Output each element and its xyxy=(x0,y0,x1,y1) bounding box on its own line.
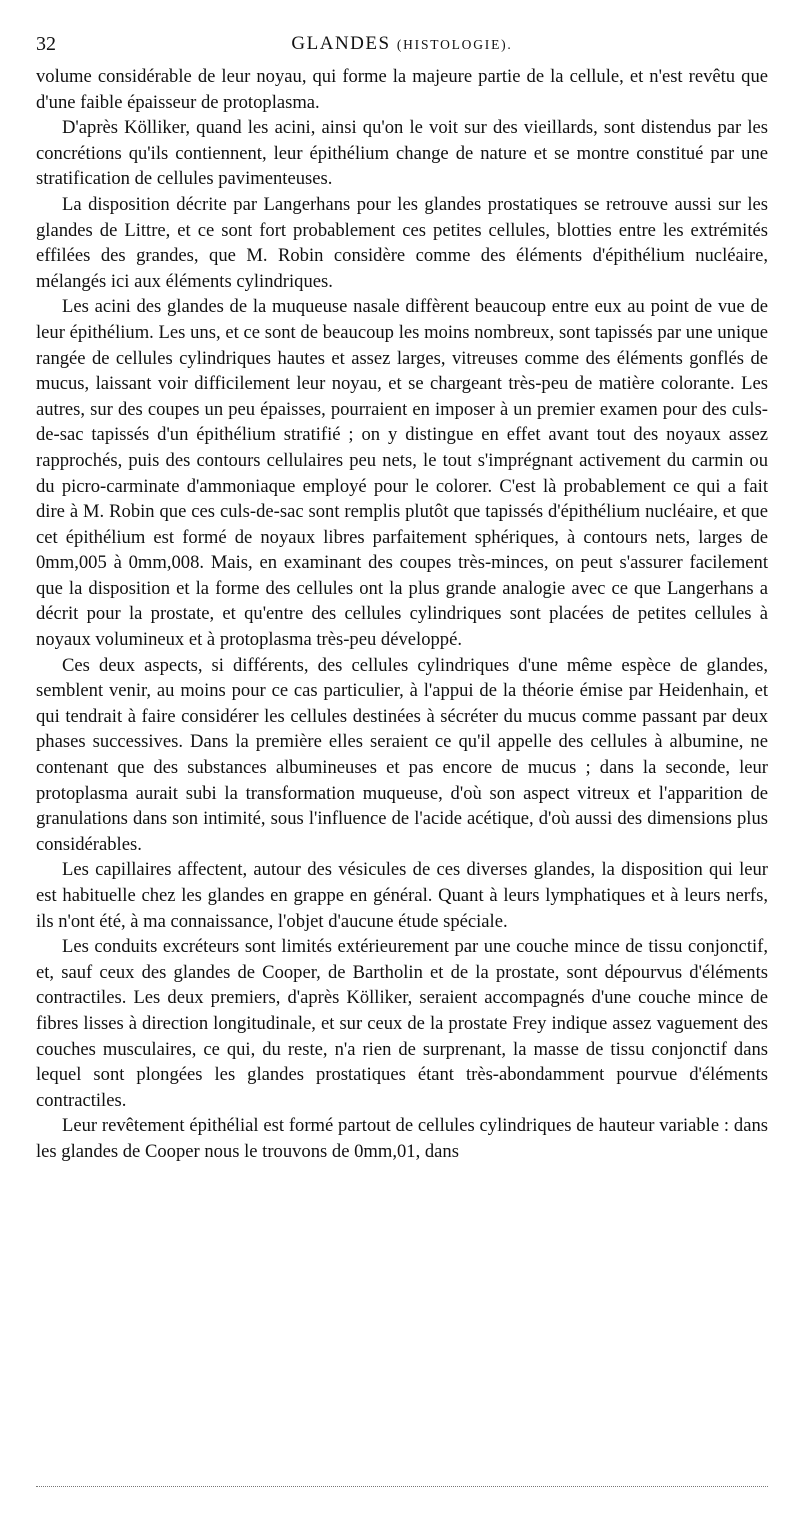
paragraph-continued: volume considérable de leur noyau, qui forme la majeure partie de la cellule, et n'est revêtu que d'une faible épaisseur de protoplasma. xyxy=(36,66,768,113)
paragraph: D'après Kölliker, quand les acini, ainsi qu'on le voit sur des vieillards, sont distendus par les concrétions qu'ils contiennent, leur épithélium change de nature et se montre constitué par une stratification de cellules pavimenteuses. xyxy=(36,117,768,190)
header-title-main: GLANDES xyxy=(291,33,391,54)
paragraph: Ces deux aspects, si différents, des cellules cylindriques d'une même espèce de glandes, semblent venir, au moins pour ce cas particulier, à l'appui de la théorie émise par Heidenhain, et qui tendrait à faire considérer les cellules destinées à sécréter du mucus comme passant par deux phases successives. Dans la première elles seraient ce qu'il appelle des cellules à albumine, ne contenant que des substances albumineuses et pas encore de mucus ; dans la seconde, leur protoplasma aurait subi la transformation muqueuse, d'où son aspect vitreux et l'apparition de granulations dans son intimité, sous l'influence de l'acide acétique, d'où aussi des dimensions plus considérables. xyxy=(36,654,768,855)
paragraph: Les capillaires affectent, autour des vésicules de ces diverses glandes, la disposition qui leur est habituelle chez les glandes en grappe en général. Quant à leurs lymphatiques et à leurs nerfs, ils n'ont été, à ma connaissance, l'objet d'aucune étude spéciale. xyxy=(36,859,768,932)
paragraph: Les acini des glandes de la muqueuse nasale diffèrent beaucoup entre eux au point de vue de leur épithélium. Les uns, et ce sont de beaucoup les moins nombreux, sont tapissés par une unique rangée de cellules cylindriques hautes et assez larges, vitreuses comme des éléments gonflés de mucus, laissant voir difficilement leur noyau, et se chargeant très-peu de matière colorante. Les autres, sur des coupes un peu épaisses, pourraient en imposer à un premier examen pour des culs-de-sac tapissés d'un épithélium stratifié ; on y distingue en effet avant tout des noyaux assez rapprochés, puis des contours cellulaires peu nets, le tout s'imprégnant activement du carmin ou du picro-carminate d'ammoniaque employé pour le colorer. C'est là probablement ce qui a fait dire à M. Robin que ces culs-de-sac sont remplis plutôt que tapissés d'épithélium nucléaire, et que cet épithélium est formé de noyaux libres parfaitement sphériques, à contours nets, larges de 0mm,005 à 0mm,008. Mais, en examinant des coupes très-minces, on peut s'assurer facilement que la disposition et la forme des cellules ont la plus grande analogie avec ce que Langerhans a décrit pour la prostate, et qu'entre des cellules cylindriques sont placées de petites cellules à noyaux volumineux et à protoplasma très-peu développé. xyxy=(36,296,768,651)
paragraph: Les conduits excréteurs sont limités extérieurement par une couche mince de tissu conjonctif, et, sauf ceux des glandes de Cooper, de Bartholin et de la prostate, sont dépourvus d'éléments contractiles. Les deux premiers, d'après Kölliker, seraient accompagnés d'une couche mince de fibres lisses à direction longitudinale, et sur ceux de la prostate Frey indique assez vaguement des couches musculaires, ce qui, du reste, n'a rien de surprenant, la masse de tissu conjonctif dans lequel sont plongées les glandes prostatiques étant très-abondamment pourvue d'éléments contractiles. xyxy=(36,936,768,1111)
text-body xyxy=(36,64,768,1165)
header-title xyxy=(36,30,768,59)
paragraph: Leur revêtement épithélial est formé partout de cellules cylindriques de hauteur variable : dans les glandes de Cooper nous le trouvons de 0mm,01, dans xyxy=(36,1115,768,1162)
paragraph: La disposition décrite par Langerhans pour les glandes prostatiques se retrouve aussi sur les glandes de Littre, et ce sont fort probablement ces petites cellules, blotties entre les extrémités effilées des grandes, que M. Robin considère comme des éléments d'épithélium nucléaire, mélangés ici aux éléments cylindriques. xyxy=(36,193,768,292)
page-number: 32 xyxy=(36,33,56,55)
running-head xyxy=(36,30,768,60)
footer-dotted-rule xyxy=(36,1486,768,1487)
header-title-sub: (HISTOLOGIE). xyxy=(396,37,513,52)
